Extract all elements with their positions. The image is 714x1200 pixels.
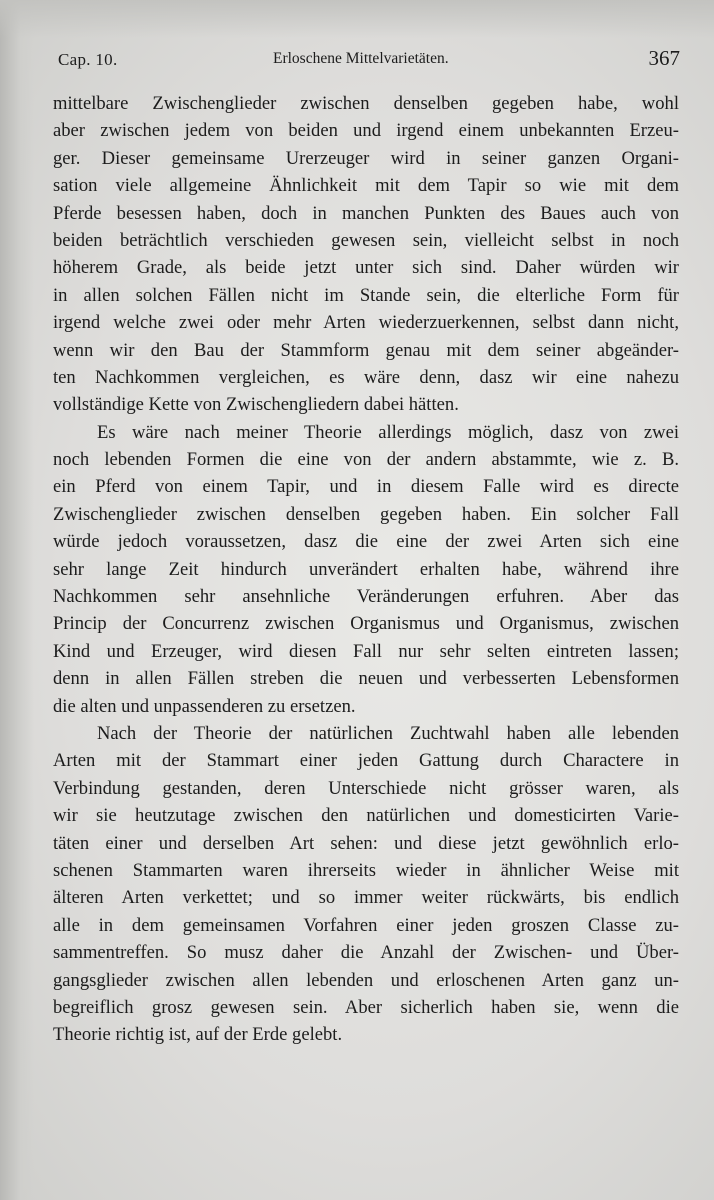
text-line: Arten mit der Stammart einer jeden Gattung durch Charactere in [53, 750, 679, 772]
text-line: Princip der Concurrenz zwischen Organismus und Organismus, zwischen [53, 613, 679, 635]
text-line: vollständige Kette von Zwischengliedern dabei hätten. [53, 394, 459, 416]
text-line: schenen Stammarten waren ihrerseits wieder in ähnlicher Weise mit [53, 859, 679, 881]
text-line: Zwischenglieder zwischen denselben gegeben haben. Ein solcher Fall [53, 503, 679, 525]
text-line: Theorie richtig ist, auf der Erde gelebt. [53, 1024, 343, 1046]
text-line: die alten und unpassenderen zu ersetzen. [53, 695, 356, 717]
page-gutter-shadow [0, 0, 34, 1200]
text-line: würde jedoch voraussetzen, dasz die eine der zwei Arten sich eine [53, 531, 679, 553]
text-line: denn in allen Fällen streben die neuen und verbesserten Lebensformen [53, 668, 679, 690]
text-line: wir sie heutzutage zwischen den natürlichen und domesticirten Varie- [53, 805, 679, 827]
text-line: Nachkommen sehr ansehnliche Veränderungen erfuhren. Aber das [53, 586, 679, 608]
text-line: wenn wir den Bau der Stammform genau mit dem seiner abgeänder- [53, 339, 679, 361]
paragraph [53, 720, 679, 1049]
text-line: aber zwischen jedem von beiden und irgend einem unbekannten Erzeu- [53, 120, 679, 142]
page-number: 367 [648, 46, 680, 70]
text-line: alle in dem gemeinsamen Vorfahren einer jeden groszen Classe zu- [53, 914, 679, 936]
text-line: ten Nachkommen vergleichen, es wäre denn, dasz wir eine nahezu [53, 366, 679, 388]
text-line: täten einer und derselben Art sehen: und diese jetzt gewöhnlich erlo- [53, 832, 679, 854]
text-line: sammentreffen. So musz daher die Anzahl der Zwischen- und Über- [53, 942, 679, 964]
text-line: sation viele allgemeine Ähnlichkeit mit dem Tapir so wie mit dem [53, 175, 679, 197]
text-line: ger. Dieser gemeinsame Urerzeuger wird in seiner ganzen Organi- [53, 147, 679, 169]
text-line: begreiflich grosz gewesen sein. Aber sicherlich haben sie, wenn die [53, 996, 679, 1018]
text-line: ein Pferd von einem Tapir, und in diesem Falle wird es directe [53, 476, 679, 498]
running-title: Erloschene Mittelvarietäten. [273, 50, 449, 67]
paragraph [53, 419, 679, 720]
text-line: älteren Arten verkettet; und so immer weiter rückwärts, bis endlich [53, 887, 679, 909]
text-line: Kind und Erzeuger, wird diesen Fall nur sehr selten eintreten lassen; [53, 640, 679, 662]
text-line: gangsglieder zwischen allen lebenden und erloschenen Arten ganz un- [53, 969, 679, 991]
text-line: noch lebenden Formen die eine von der andern abstammte, wie z. B. [53, 449, 679, 471]
text-line: beiden beträchtlich verschieden gewesen sein, vielleicht selbst in noch [53, 229, 679, 251]
text-line: sehr lange Zeit hindurch unverändert erhalten habe, während ihre [53, 558, 679, 580]
text-line: Verbindung gestanden, deren Unterschiede nicht grösser waren, als [53, 777, 679, 799]
text-line: mittelbare Zwischenglieder zwischen denselben gegeben habe, wohl [53, 93, 679, 114]
body-text [53, 90, 679, 1049]
text-line: Pferde besessen haben, doch in manchen Punkten des Baues auch von [53, 202, 679, 224]
running-header [58, 46, 680, 76]
text-line: Es wäre nach meiner Theorie allerdings möglich, dasz von zwei [97, 421, 679, 443]
text-line: höherem Grade, als beide jetzt unter sich sind. Daher würden wir [53, 257, 679, 279]
page-top-shadow [0, 0, 714, 38]
text-line: irgend welche zwei oder mehr Arten wiederzuerkennen, selbst dann nicht, [53, 312, 679, 334]
paragraph [53, 90, 679, 419]
text-line: Nach der Theorie der natürlichen Zuchtwahl haben alle lebenden [97, 722, 679, 744]
chapter-label: Cap. 10. [58, 50, 118, 69]
text-line: in allen solchen Fällen nicht im Stande sein, die elterliche Form für [53, 284, 679, 306]
